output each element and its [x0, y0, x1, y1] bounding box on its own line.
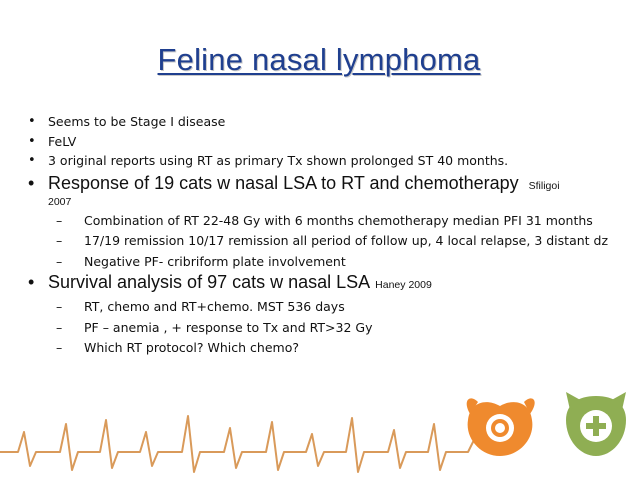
slide-title: Feline nasal lymphoma: [157, 42, 481, 77]
dash-icon: –: [56, 212, 63, 228]
bullet-dot-icon: •: [28, 172, 35, 193]
bullet-item: • FeLV: [28, 133, 618, 152]
dash-icon: –: [56, 340, 63, 355]
footer-decoration: [0, 380, 638, 479]
dash-icon: –: [56, 299, 63, 314]
dash-icon: –: [56, 233, 63, 248]
bullet-item: • Seems to be Stage I disease: [28, 113, 618, 132]
bullet-dot-icon: •: [28, 272, 35, 292]
sub-bullet-item: – RT, chemo and RT+chemo. MST 536 days: [56, 299, 345, 314]
bullet-item-survival: • Survival analysis of 97 cats w nasal LSA Haney 2009: [28, 272, 432, 292]
bullet-list: [28, 113, 618, 359]
dog-logo-icon: [467, 398, 535, 456]
citation: Sfiligoi: [528, 179, 560, 192]
citation-year: 2007: [48, 195, 72, 208]
cat-logo-icon: [566, 392, 626, 456]
bullet-item: • 3 original reports using RT as primary Tx shown prolonged ST 40 months.: [28, 152, 618, 171]
bullet-item-response: • Response of 19 cats w nasal LSA to RT and chemotherapy Sfiligoi 2007: [28, 173, 618, 209]
heartbeat-line-icon: [0, 416, 474, 472]
dash-icon: –: [56, 319, 63, 335]
sub-bullet-item: – Negative PF- cribriform plate involvement: [56, 253, 346, 269]
bullet-dot-icon: •: [28, 114, 36, 129]
sub-bullet-item: – PF – anemia , + response to Tx and RT>32 Gy: [56, 319, 373, 335]
sub-bullet-item: – Which RT protocol? Which chemo?: [56, 340, 299, 355]
citation: Haney 2009: [375, 279, 432, 291]
sub-bullet-item: – 17/19 remission 10/17 remission all period of follow up, 4 local relapse, 3 distant dz: [56, 233, 609, 248]
bullet-dot-icon: •: [28, 133, 36, 149]
sub-bullet-item: – Combination of RT 22-48 Gy with 6 months chemotherapy median PFI 31 months: [56, 212, 593, 228]
dash-icon: –: [56, 253, 63, 269]
bullet-dot-icon: •: [28, 153, 36, 168]
